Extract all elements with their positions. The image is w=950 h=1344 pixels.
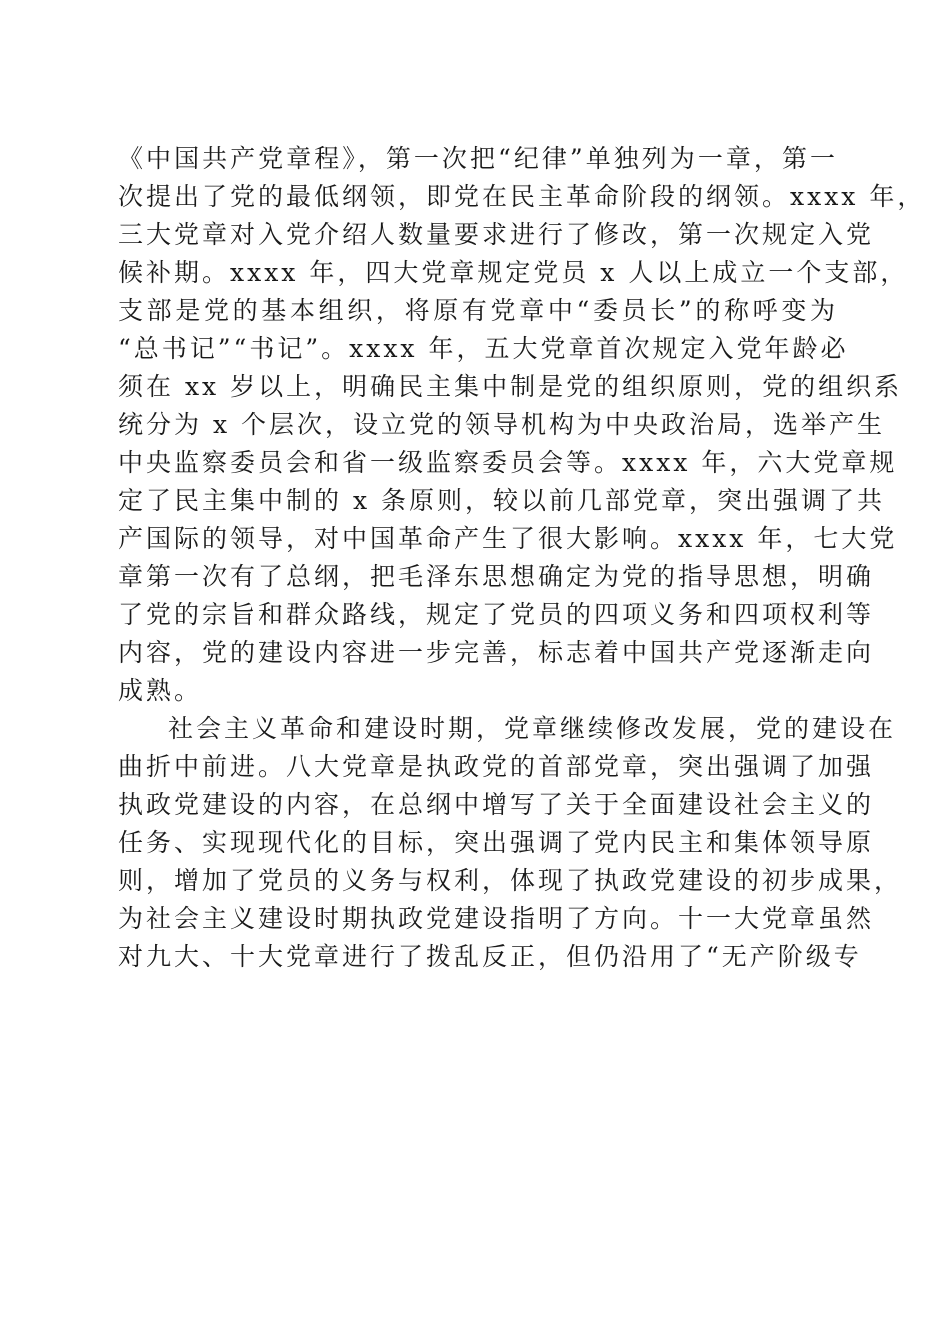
text-line: 候补期。xxxx 年，四大党章规定党员 x 人以上成立一个支部， <box>118 258 909 287</box>
text-line: 曲折中前进。八大党章是执政党的首部党章，突出强调了加强 <box>118 752 875 781</box>
text-line: 成熟。 <box>118 676 203 705</box>
text-line: 为社会主义建设时期执政党建设指明了方向。十一大党章虽然 <box>118 904 875 933</box>
text-line: 三大党章对入党介绍人数量要求进行了修改，第一次规定入党 <box>118 220 875 249</box>
document-body <box>118 140 926 976</box>
paragraph-2 <box>118 710 903 976</box>
text-line: 内容，党的建设内容进一步完善，标志着中国共产党逐渐走向 <box>118 638 875 667</box>
text-line: 次提出了党的最低纲领，即党在民主革命阶段的纲领。xxxx 年， <box>118 182 926 211</box>
text-line: 统分为 x 个层次，设立党的领导机构为中央政治局，选举产生 <box>118 410 885 439</box>
text-line: 产国际的领导，对中国革命产生了很大影响。xxxx 年，七大党 <box>118 524 898 553</box>
text-line: 中央监察委员会和省一级监察委员会等。xxxx 年，六大党章规 <box>118 448 898 477</box>
text-line: 定了民主集中制的 x 条原则，较以前几部党章，突出强调了共 <box>118 486 885 515</box>
text-line: 须在 xx 岁以上，明确民主集中制是党的组织原则，党的组织系 <box>118 372 903 401</box>
text-line: 社会主义革命和建设时期，党章继续修改发展，党的建设在 <box>168 714 897 743</box>
text-line: “总书记”“书记”。xxxx 年，五大党章首次规定入党年龄必 <box>118 334 849 363</box>
paragraph-1 <box>118 140 926 710</box>
text-line: 对九大、十大党章进行了拨乱反正，但仍沿用了“无产阶级专 <box>118 942 862 971</box>
text-line: 执政党建设的内容，在总纲中增写了关于全面建设社会主义的 <box>118 790 875 819</box>
text-line: 则，增加了党员的义务与权利，体现了执政党建设的初步成果， <box>118 866 903 895</box>
text-line: 《中国共产党章程》，第一次把“纪律”单独列为一章，第一 <box>118 144 838 173</box>
text-line: 了党的宗旨和群众路线，规定了党员的四项义务和四项权利等 <box>118 600 875 629</box>
text-line: 支部是党的基本组织，将原有党章中“委员长”的称呼变为 <box>118 296 838 325</box>
text-line: 章第一次有了总纲，把毛泽东思想确定为党的指导思想，明确 <box>118 562 875 591</box>
text-line: 任务、实现现代化的目标，突出强调了党内民主和集体领导原 <box>118 828 875 857</box>
